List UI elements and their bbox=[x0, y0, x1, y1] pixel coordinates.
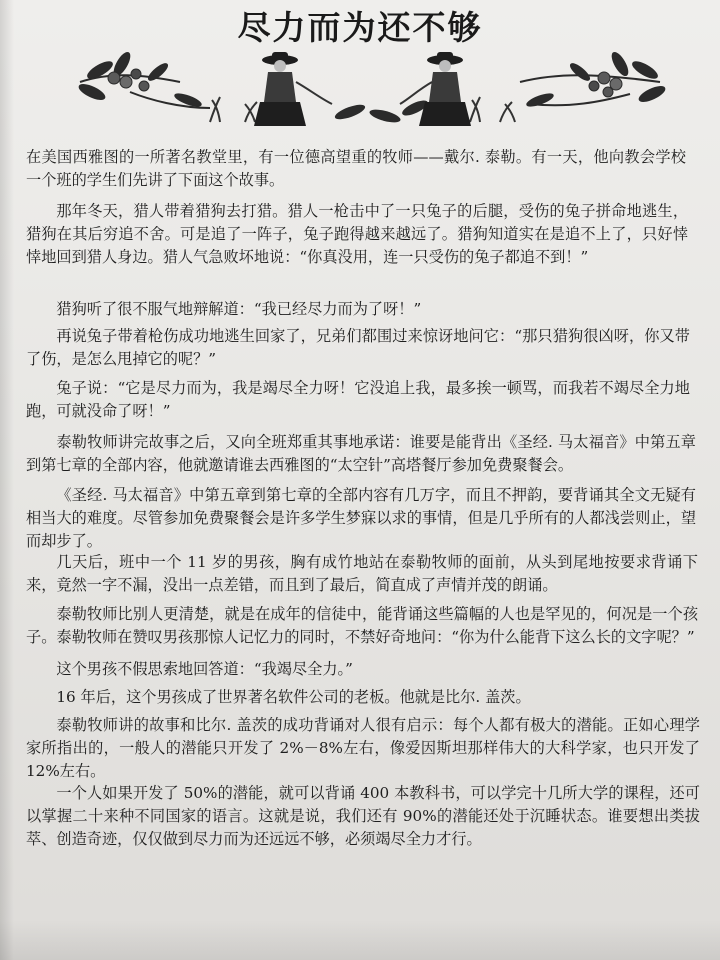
leaf-branch-icon bbox=[77, 50, 210, 108]
paragraph-intro: 在美国西雅图的一所著名教堂里，有一位德高望重的牧师——戴尔. 泰勒。有一天，他向教会学校一个班的学生们先讲了下面这个故事。 bbox=[26, 148, 686, 189]
paragraph-conclusion: 一个人如果开发了 50%的潜能，就可以背诵 400 本教科书，可以学完十几所大学的课程，还可以掌握二十来种不同国家的语言。这就是说，我们还有 90%的潜能还处于沉睡状态。谁要想出类拔萃、创造奇迹，仅仅做到尽力而为还远远不够，必须竭尽全力才行。 bbox=[26, 784, 700, 848]
page-title: 尽力而为还不够 bbox=[237, 8, 483, 47]
paragraph-pastor-asks: 泰勒牧师比别人更清楚，就是在成年的信徒中，能背诵这些篇幅的人也是罕见的，何况是一个孩子。泰勒牧师在赞叹男孩那惊人记忆力的同时，不禁好奇地问：“你为什么能背下这么长的文字呢？” bbox=[26, 605, 698, 646]
leaf-branch-icon bbox=[520, 50, 667, 108]
paragraph-bill-gates: 16 年后，这个男孩成了世界著名软件公司的老板。他就是比尔. 盖茨。 bbox=[56, 688, 531, 706]
girl-with-hat-icon bbox=[254, 52, 332, 126]
paragraph-hunter-story: 那年冬天，猎人带着猎狗去打猎。猎人一枪击中了一只兔子的后腿，受伤的兔子拼命地逃生，猎狗在其后穷追不舍。可是追了一阵子，兔子跑得越来越远了。猎狗知道实在是追不上了，只好悻悻地回到猎人身边。猎人气急败坏地说：“你真没用，连一只受伤的兔子都追不到！” bbox=[26, 202, 688, 266]
paragraph-pastor-promise: 泰勒牧师讲完故事之后，又向全班郑重其事地承诺：谁要是能背出《圣经. 马太福音》中第五章到第七章的全部内容，他就邀请谁去西雅图的“太空针”高塔餐厅参加免费聚餐会。 bbox=[26, 433, 696, 474]
paragraph-boy-recites: 几天后，班中一个 11 岁的男孩，胸有成竹地站在泰勒牧师的面前，从头到尾地按要求背诵下来，竟然一字不漏，没出一点差错，而且到了最后，简直成了声情并茂的朗诵。 bbox=[26, 553, 698, 594]
paragraph-rabbit-brothers: 再说兔子带着枪伤成功地逃生回家了，兄弟们都围过来惊讶地问它：“那只猎狗很凶呀，你又带了伤，是怎么甩掉它的呢？” bbox=[26, 327, 690, 368]
girl-with-hat-icon bbox=[400, 52, 471, 126]
page-bottom-shadow bbox=[0, 920, 720, 960]
paragraph-potential: 泰勒牧师讲的故事和比尔. 盖茨的成功背诵对人很有启示：每个人都有极大的潜能。正如心理学家所指出的，一般人的潜能只开发了 2%－8%左右，像爱因斯坦那样伟大的大科学家，也只开发了 12%左右。 bbox=[26, 716, 700, 780]
decorative-ornament bbox=[70, 42, 670, 132]
page-edge-shadow bbox=[0, 0, 14, 960]
paragraph-dog-reply: 猎狗听了很不服气地辩解道：“我已经尽力而为了呀！” bbox=[56, 300, 422, 318]
paragraph-rabbit-reply: 兔子说：“它是尽力而为，我是竭尽全力呀！它没追上我，最多挨一顿骂，而我若不竭尽全力地跑，可就没命了呀！” bbox=[26, 379, 690, 420]
paragraph-boy-answer: 这个男孩不假思索地回答道：“我竭尽全力。” bbox=[56, 660, 353, 678]
paragraph-bible-difficulty: 《圣经. 马太福音》中第五章到第七章的全部内容有几万字，而且不押韵，要背诵其全文无疑有相当大的难度。尽管参加免费聚餐会是许多学生梦寐以求的事情，但是几乎所有的人都浅尝则止，望而却步了。 bbox=[26, 486, 696, 550]
